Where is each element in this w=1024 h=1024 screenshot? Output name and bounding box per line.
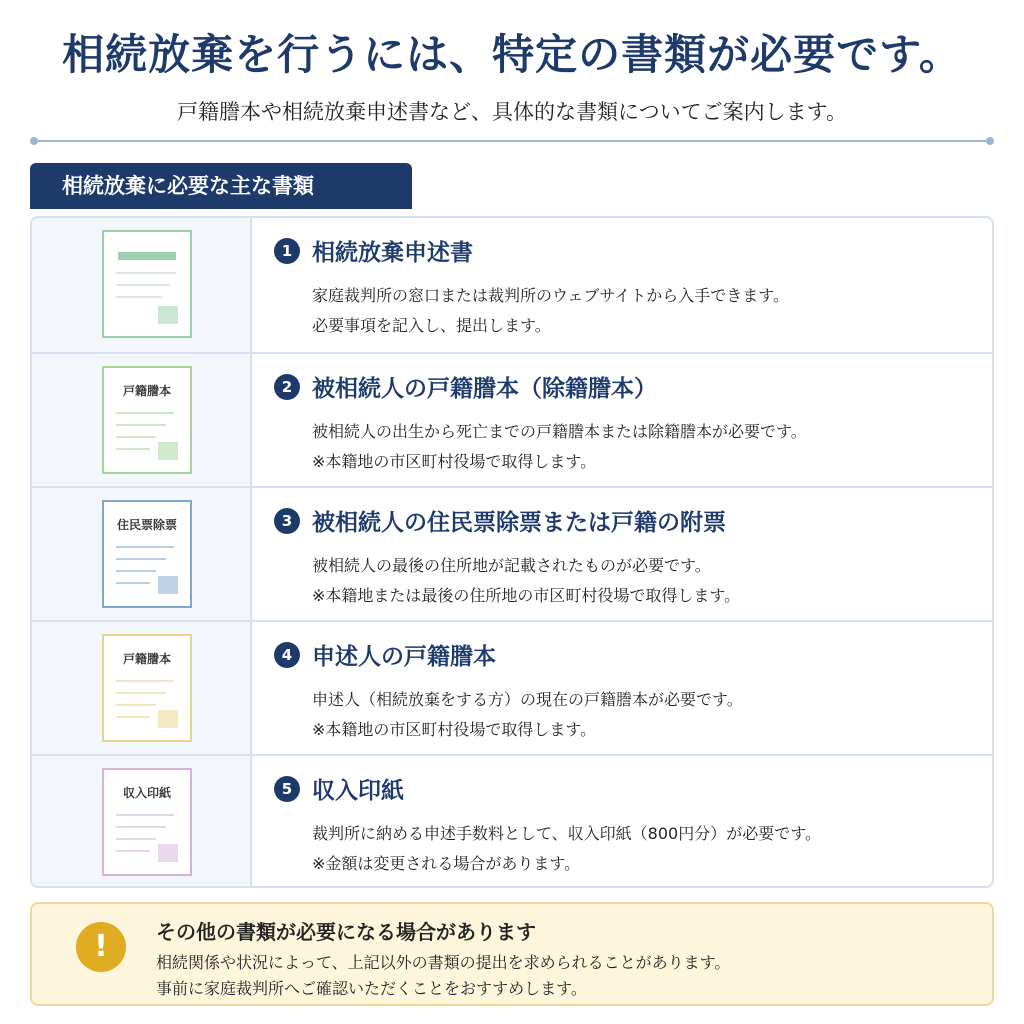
document-row [32,352,992,486]
document-description [312,281,976,341]
document-content [274,638,976,745]
thumbnail-cell [32,622,252,754]
thumbnail-line [116,448,150,450]
thumbnail-label: 住民票除票 [116,518,177,532]
thumbnail-stamp [158,442,178,460]
thumbnail-line [116,546,174,548]
description-line: 被相続人の最後の住所地が記載されたものが必要です。 [312,556,711,575]
thumbnail-cell [32,354,252,486]
description-line: 被相続人の出生から死亡までの戸籍謄本または除籍謄本が必要です。 [312,422,807,441]
thumbnail-line [116,838,156,840]
document-heading [274,504,976,537]
note-box [30,902,994,1006]
thumbnail-stamp [158,306,178,324]
document-content [274,772,976,879]
document-title: 収入印紙 [312,778,404,804]
document-description [312,819,976,879]
document-heading [274,370,976,403]
document-heading [274,234,976,267]
document-row [32,754,992,888]
description-line: 裁判所に納める申述手数料として、収入印紙（800円分）が必要です。 [312,824,821,843]
family-register-icon [102,634,192,742]
description-line: 必要事項を記入し、提出します。 [312,316,551,335]
document-title: 申述人の戸籍謄本 [312,644,496,670]
document-description [312,685,976,745]
document-row [32,218,992,352]
number-badge: 2 [274,374,300,400]
document-description [312,417,976,477]
document-content [274,234,976,341]
page-subtitle: 戸籍謄本や相続放棄申述書など、具体的な書類についてご案内します。 [177,100,847,124]
thumbnail-label: 戸籍謄本 [122,652,171,666]
divider [34,140,990,142]
note-line: 相続関係や状況によって、上記以外の書類の提出を求められることがあります。 [156,953,731,972]
document-title: 被相続人の住民票除票または戸籍の附票 [312,510,726,536]
thumbnail-stamp [158,576,178,594]
thumbnail-line [116,570,156,572]
description-line: ※本籍地の市区町村役場で取得します。 [312,452,597,471]
thumbnail-line [116,716,150,718]
thumbnail-line [116,272,176,274]
document-row [32,486,992,620]
documents-table [30,216,994,888]
application-form-icon [102,230,192,338]
description-line: 家庭裁判所の窓口または裁判所のウェブサイトから入手できます。 [312,286,789,305]
thumbnail-line [116,424,166,426]
document-title: 相続放棄申述書 [312,240,473,266]
number-badge: 5 [274,776,300,802]
thumbnail-stamp [158,844,178,862]
thumbnail-label: 収入印紙 [122,786,171,800]
thumbnail-line [116,558,166,560]
thumbnail-line [116,850,150,852]
description-line: ※金額は変更される場合があります。 [312,854,581,873]
thumbnail-line [116,814,174,816]
exclamation-icon: ! [76,922,126,972]
document-content [274,504,976,611]
description-line: 申述人（相続放棄をする方）の現在の戸籍謄本が必要です。 [312,690,743,709]
thumbnail-line [116,704,156,706]
description-line: ※本籍地または最後の住所地の市区町村役場で取得します。 [312,586,741,605]
number-badge: 4 [274,642,300,668]
thumbnail-header-bar [118,252,176,260]
residence-certificate-icon [102,500,192,608]
thumbnail-line [116,284,170,286]
thumbnail-line [116,826,166,828]
thumbnail-cell [32,218,252,352]
thumbnail-line [116,582,150,584]
thumbnail-label: 戸籍謄本 [122,384,171,398]
thumbnail-cell [32,488,252,620]
document-heading [274,638,976,671]
document-description [312,551,976,611]
family-register-icon [102,366,192,474]
thumbnail-line [116,692,166,694]
number-badge: 1 [274,238,300,264]
thumbnail-cell [32,756,252,888]
document-content [274,370,976,477]
page-title: 相続放棄を行うには、特定の書類が必要です。 [62,30,962,79]
thumbnail-line [116,296,162,298]
note-title: その他の書類が必要になる場合があります [156,920,536,944]
thumbnail-stamp [158,710,178,728]
description-line: ※本籍地の市区町村役場で取得します。 [312,720,597,739]
section-label: 相続放棄に必要な主な書類 [30,163,412,209]
thumbnail-line [116,680,174,682]
thumbnail-line [116,436,156,438]
revenue-stamp-icon [102,768,192,876]
document-row [32,620,992,754]
note-line: 事前に家庭裁判所へご確認いただくことをおすすめします。 [156,979,587,998]
thumbnail-line [116,412,174,414]
number-badge: 3 [274,508,300,534]
document-title: 被相続人の戸籍謄本（除籍謄本） [312,376,657,402]
document-heading [274,772,976,805]
